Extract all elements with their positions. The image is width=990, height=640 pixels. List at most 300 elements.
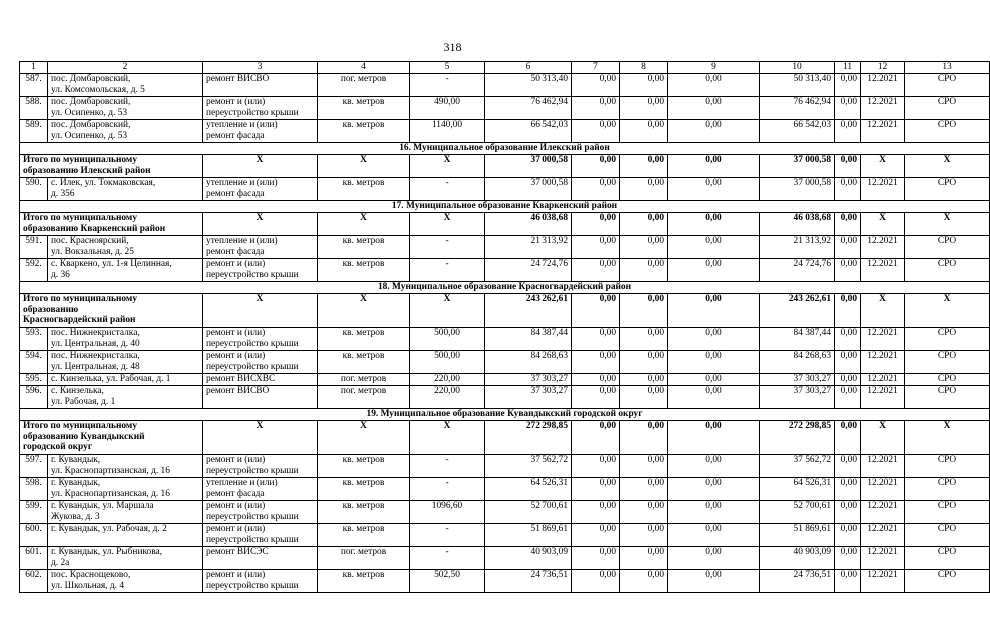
- cell-quantity: -: [410, 236, 485, 259]
- cell-total-cost: 52 700,61: [485, 501, 572, 524]
- column-number: 2: [48, 62, 203, 74]
- cell-work-type: [203, 74, 318, 97]
- cell-col-7: 0,00: [572, 570, 620, 593]
- cell-method: СРО: [905, 259, 990, 282]
- cell-total-cost: 50 313,40: [485, 74, 572, 97]
- cell-work-type-line: ремонт ВИСВО: [206, 386, 270, 396]
- cell-deadline: 12.2021: [861, 501, 905, 524]
- cell-work-type-line: ремонт и (или): [206, 328, 266, 338]
- cell-col-11: 0,00: [835, 259, 861, 282]
- cell-work-type: [203, 328, 318, 351]
- cell-total-cost: 37 000,58: [485, 178, 572, 201]
- cell-col-9: 0,00: [668, 421, 760, 455]
- cell-col-10: 272 298,85: [760, 421, 835, 455]
- table-row: [20, 547, 990, 570]
- cell-unit: кв. метров: [318, 570, 410, 593]
- cell-row-number: 592.: [20, 259, 48, 282]
- cell-quantity: 490,00: [410, 97, 485, 120]
- cell-col-11: 0,00: [835, 328, 861, 351]
- cell-work-type-line: ремонт и (или): [206, 455, 266, 465]
- cell-col-8: 0,00: [620, 74, 668, 97]
- cell-unit: кв. метров: [318, 478, 410, 501]
- cell-work-type-line: ремонт фасада: [206, 246, 265, 257]
- cell-row-number: 600.: [20, 524, 48, 547]
- page-number: 318: [443, 40, 462, 54]
- subtotal-label-line: Итого по муниципальному: [23, 155, 138, 165]
- cell-col-11: 0,00: [835, 351, 861, 374]
- cell-work-type: [203, 97, 318, 120]
- cell-col-7: 0,00: [572, 155, 620, 178]
- table-row: [20, 386, 990, 409]
- subtotal-row: [20, 421, 990, 455]
- cell-quantity: -: [410, 524, 485, 547]
- cell-col-10: 24 736,51: [760, 570, 835, 593]
- cell-deadline: 12.2021: [861, 524, 905, 547]
- cell-quantity: -: [410, 478, 485, 501]
- section-title: 16. Муниципальное образование Илекский район: [20, 143, 990, 155]
- cell-work-type-line: ремонт и (или): [206, 570, 266, 580]
- cell-col-7: 0,00: [572, 97, 620, 120]
- cell-quantity: -: [410, 74, 485, 97]
- cell-row-number: 594.: [20, 351, 48, 374]
- table-row: [20, 455, 990, 478]
- column-number: 8: [620, 62, 668, 74]
- cell-col-9: 0,00: [668, 178, 760, 201]
- subtotal-label: [20, 294, 203, 328]
- table-row: [20, 236, 990, 259]
- cell-method: СРО: [905, 374, 990, 386]
- cell-address: [48, 259, 203, 282]
- cell-address-line: с. Кинзелька,: [51, 386, 104, 396]
- cell-work-type-line: утепление и (или): [206, 478, 278, 488]
- cell-total-cost: 272 298,85: [485, 421, 572, 455]
- cell-work-type-line: переустройство крыши: [206, 465, 299, 476]
- cell-unit: кв. метров: [318, 455, 410, 478]
- cell-work-type-line: ремонт и (или): [206, 524, 266, 534]
- cell-work-type: [203, 455, 318, 478]
- cell-col-9: 0,00: [668, 294, 760, 328]
- cell-work-type-line: переустройство крыши: [206, 511, 299, 522]
- cell-address-line: с. Илек, ул. Токмаковская,: [51, 178, 156, 188]
- cell-col-7: 0,00: [572, 328, 620, 351]
- cell-method: СРО: [905, 547, 990, 570]
- cell-method: СРО: [905, 74, 990, 97]
- cell-address-line: ул. Краснопартизанская, д. 16: [51, 488, 170, 499]
- cell-address-line: г. Кувандык, ул. Маршала: [51, 501, 154, 511]
- cell-row-number: 589.: [20, 120, 48, 143]
- cell-col-10: 76 462,94: [760, 97, 835, 120]
- cell-work-type: X: [203, 294, 318, 328]
- table-row: [20, 74, 990, 97]
- cell-col-11: 0,00: [835, 455, 861, 478]
- cell-unit: X: [318, 294, 410, 328]
- cell-unit: кв. метров: [318, 259, 410, 282]
- cell-method: СРО: [905, 236, 990, 259]
- cell-address-line: пос. Нижнекристалка,: [51, 351, 140, 361]
- cell-address-line: д. 36: [51, 269, 70, 280]
- cell-col-7: 0,00: [572, 501, 620, 524]
- cell-unit: пог. метров: [318, 374, 410, 386]
- cell-address: [48, 386, 203, 409]
- cell-total-cost: 51 869,61: [485, 524, 572, 547]
- cell-unit: пог. метров: [318, 547, 410, 570]
- section-header-row: [20, 282, 990, 294]
- cell-col-9: 0,00: [668, 374, 760, 386]
- cell-quantity: 1140,00: [410, 120, 485, 143]
- table-row: [20, 478, 990, 501]
- cell-col-8: 0,00: [620, 259, 668, 282]
- cell-quantity: 220,00: [410, 374, 485, 386]
- cell-work-type-line: ремонт и (или): [206, 259, 266, 269]
- cell-address-line: Жукова, д. 3: [51, 511, 100, 522]
- cell-work-type-line: переустройство крыши: [206, 269, 299, 280]
- cell-col-10: 243 262,61: [760, 294, 835, 328]
- cell-row-number: 599.: [20, 501, 48, 524]
- cell-unit: кв. метров: [318, 501, 410, 524]
- cell-col-7: 0,00: [572, 524, 620, 547]
- cell-unit: кв. метров: [318, 351, 410, 374]
- cell-col-8: 0,00: [620, 386, 668, 409]
- cell-col-9: 0,00: [668, 570, 760, 593]
- cell-row-number: 598.: [20, 478, 48, 501]
- cell-work-type: [203, 478, 318, 501]
- subtotal-label-line: Итого по муниципальному: [23, 294, 138, 304]
- column-number: 6: [485, 62, 572, 74]
- cell-deadline: 12.2021: [861, 570, 905, 593]
- table-body: [20, 62, 990, 593]
- cell-quantity: X: [410, 155, 485, 178]
- cell-address-line: д. 356: [51, 188, 75, 199]
- cell-unit: кв. метров: [318, 328, 410, 351]
- cell-col-8: 0,00: [620, 328, 668, 351]
- cell-quantity: 502,50: [410, 570, 485, 593]
- cell-address-line: ул. Краснопартизанская, д. 16: [51, 465, 170, 476]
- cell-work-type-line: ремонт фасада: [206, 130, 265, 141]
- cell-work-type-line: утепление и (или): [206, 178, 278, 188]
- section-header-row: [20, 143, 990, 155]
- table-row: [20, 259, 990, 282]
- table-row: [20, 570, 990, 593]
- cell-col-9: 0,00: [668, 501, 760, 524]
- cell-deadline: 12.2021: [861, 97, 905, 120]
- cell-address-line: пос. Домбаровский,: [51, 120, 131, 130]
- cell-total-cost: 46 038,68: [485, 213, 572, 236]
- cell-col-9: 0,00: [668, 524, 760, 547]
- cell-row-number: 587.: [20, 74, 48, 97]
- table-row: [20, 97, 990, 120]
- cell-quantity: 500,00: [410, 351, 485, 374]
- cell-col-10: 40 903,09: [760, 547, 835, 570]
- cell-address: [48, 74, 203, 97]
- cell-work-type: X: [203, 213, 318, 236]
- cell-col-10: 46 038,68: [760, 213, 835, 236]
- cell-address: [48, 455, 203, 478]
- cell-col-9: 0,00: [668, 74, 760, 97]
- cell-col-10: 37 000,58: [760, 178, 835, 201]
- cell-method: СРО: [905, 328, 990, 351]
- cell-work-type: [203, 259, 318, 282]
- cell-col-10: 84 268,63: [760, 351, 835, 374]
- column-number: 1: [20, 62, 48, 74]
- cell-deadline: X: [861, 213, 905, 236]
- cell-quantity: 500,00: [410, 328, 485, 351]
- cell-col-7: 0,00: [572, 455, 620, 478]
- cell-quantity: X: [410, 421, 485, 455]
- subtotal-label-line: образованию Кваркенский район: [23, 223, 166, 234]
- cell-address-line: пос. Краснощеково,: [51, 570, 131, 580]
- cell-col-10: 24 724,76: [760, 259, 835, 282]
- cell-work-type: [203, 524, 318, 547]
- cell-address-line: с. Кваркено, ул. 1-я Целинная,: [51, 259, 172, 269]
- cell-address-line: ул. Рабочая, д. 1: [51, 396, 116, 407]
- cell-address-line: с. Кинзелька, ул. Рабочая, д. 1: [51, 374, 171, 384]
- cell-total-cost: 37 303,27: [485, 386, 572, 409]
- cell-col-11: 0,00: [835, 478, 861, 501]
- cell-work-type-line: утепление и (или): [206, 120, 278, 130]
- cell-deadline: 12.2021: [861, 120, 905, 143]
- cell-col-7: 0,00: [572, 236, 620, 259]
- cell-deadline: 12.2021: [861, 236, 905, 259]
- cell-unit: кв. метров: [318, 524, 410, 547]
- cell-address: [48, 570, 203, 593]
- column-number: 11: [835, 62, 861, 74]
- cell-total-cost: 76 462,94: [485, 97, 572, 120]
- cell-address: [48, 97, 203, 120]
- cell-unit: X: [318, 213, 410, 236]
- cell-col-8: 0,00: [620, 120, 668, 143]
- cell-method: СРО: [905, 570, 990, 593]
- cell-col-7: 0,00: [572, 351, 620, 374]
- cell-address-line: пос. Домбаровский,: [51, 97, 131, 107]
- column-number: 10: [760, 62, 835, 74]
- cell-address-line: пос. Домбаровский,: [51, 74, 131, 84]
- cell-quantity: -: [410, 178, 485, 201]
- cell-col-7: 0,00: [572, 294, 620, 328]
- cell-col-9: 0,00: [668, 259, 760, 282]
- cell-quantity: -: [410, 547, 485, 570]
- cell-address-line: пос. Красноярский,: [51, 236, 129, 246]
- cell-row-number: 595.: [20, 374, 48, 386]
- cell-method: X: [905, 155, 990, 178]
- cell-col-8: 0,00: [620, 97, 668, 120]
- cell-quantity: 1096,60: [410, 501, 485, 524]
- cell-method: СРО: [905, 455, 990, 478]
- cell-work-type: X: [203, 421, 318, 455]
- column-number: 9: [668, 62, 760, 74]
- cell-address: [48, 120, 203, 143]
- subtotal-row: [20, 155, 990, 178]
- cell-address-line: ул. Школьная, д. 4: [51, 580, 125, 591]
- cell-address: [48, 547, 203, 570]
- cell-deadline: X: [861, 421, 905, 455]
- cell-col-9: 0,00: [668, 155, 760, 178]
- cell-work-type-line: утепление и (или): [206, 236, 278, 246]
- cell-col-10: 66 542,03: [760, 120, 835, 143]
- cell-col-9: 0,00: [668, 351, 760, 374]
- cell-address-line: ул. Комсомольская, д. 5: [51, 84, 145, 95]
- cell-col-8: 0,00: [620, 178, 668, 201]
- subtotal-label-line: образованию Илекский район: [23, 165, 151, 176]
- cell-col-8: 0,00: [620, 155, 668, 178]
- cell-total-cost: 66 542,03: [485, 120, 572, 143]
- cell-address-line: д. 2а: [51, 557, 70, 568]
- cell-col-11: 0,00: [835, 374, 861, 386]
- cell-address: [48, 351, 203, 374]
- cell-col-7: 0,00: [572, 547, 620, 570]
- cell-col-7: 0,00: [572, 386, 620, 409]
- section-header-row: [20, 409, 990, 421]
- cell-method: X: [905, 294, 990, 328]
- cell-col-10: 64 526,31: [760, 478, 835, 501]
- cell-deadline: 12.2021: [861, 455, 905, 478]
- table-row: [20, 374, 990, 386]
- cell-total-cost: 84 268,63: [485, 351, 572, 374]
- cell-unit: X: [318, 155, 410, 178]
- section-title: 17. Муниципальное образование Кваркенский район: [20, 201, 990, 213]
- cell-col-10: 37 000,58: [760, 155, 835, 178]
- cell-col-9: 0,00: [668, 386, 760, 409]
- cell-col-7: 0,00: [572, 120, 620, 143]
- cell-work-type-line: ремонт ВИСХВС: [206, 374, 276, 384]
- cell-col-8: 0,00: [620, 455, 668, 478]
- cell-address-line: ул. Вокзальная, д. 25: [51, 246, 134, 257]
- cell-work-type-line: переустройство крыши: [206, 534, 299, 545]
- cell-row-number: 588.: [20, 97, 48, 120]
- cell-col-11: 0,00: [835, 421, 861, 455]
- cell-deadline: X: [861, 155, 905, 178]
- cell-col-8: 0,00: [620, 294, 668, 328]
- cell-quantity: X: [410, 294, 485, 328]
- subtotal-label: [20, 421, 203, 455]
- column-number: 7: [572, 62, 620, 74]
- cell-total-cost: 84 387,44: [485, 328, 572, 351]
- cell-address-line: пос. Нижнекристалка,: [51, 328, 140, 338]
- cell-row-number: 601.: [20, 547, 48, 570]
- cell-work-type-line: ремонт и (или): [206, 351, 266, 361]
- cell-method: СРО: [905, 97, 990, 120]
- cell-col-8: 0,00: [620, 501, 668, 524]
- column-number: 12: [861, 62, 905, 74]
- cell-col-11: 0,00: [835, 155, 861, 178]
- cell-col-10: 37 562,72: [760, 455, 835, 478]
- cell-address-line: ул. Осипенко, д. 53: [51, 107, 128, 118]
- cell-row-number: 593.: [20, 328, 48, 351]
- cell-total-cost: 24 736,51: [485, 570, 572, 593]
- cell-quantity: -: [410, 259, 485, 282]
- cell-work-type-line: ремонт ВИСВО: [206, 74, 270, 84]
- cell-col-7: 0,00: [572, 374, 620, 386]
- cell-col-8: 0,00: [620, 421, 668, 455]
- cell-deadline: 12.2021: [861, 547, 905, 570]
- cell-col-7: 0,00: [572, 178, 620, 201]
- table-row: [20, 178, 990, 201]
- cell-deadline: 12.2021: [861, 386, 905, 409]
- cell-method: X: [905, 213, 990, 236]
- cell-work-type-line: ремонт и (или): [206, 97, 266, 107]
- cell-work-type: [203, 178, 318, 201]
- cell-unit: кв. метров: [318, 178, 410, 201]
- cell-row-number: 596.: [20, 386, 48, 409]
- cell-col-8: 0,00: [620, 374, 668, 386]
- cell-unit: пог. метров: [318, 386, 410, 409]
- cell-unit: пог. метров: [318, 74, 410, 97]
- cell-col-10: 37 303,27: [760, 374, 835, 386]
- cell-total-cost: 21 313,92: [485, 236, 572, 259]
- cell-address-line: г. Кувандык, ул. Рабочая, д. 2: [51, 524, 167, 534]
- column-number-row: [20, 62, 990, 74]
- cell-col-11: 0,00: [835, 294, 861, 328]
- cell-method: СРО: [905, 178, 990, 201]
- cell-total-cost: 24 724,76: [485, 259, 572, 282]
- cell-deadline: 12.2021: [861, 74, 905, 97]
- cell-col-10: 21 313,92: [760, 236, 835, 259]
- section-header-row: [20, 201, 990, 213]
- cell-total-cost: 37 303,27: [485, 374, 572, 386]
- subtotal-label-line: образованию: [23, 304, 79, 315]
- cell-work-type: [203, 374, 318, 386]
- subtotal-label: [20, 155, 203, 178]
- cell-method: СРО: [905, 524, 990, 547]
- subtotal-label: [20, 213, 203, 236]
- cell-col-9: 0,00: [668, 328, 760, 351]
- cell-col-11: 0,00: [835, 178, 861, 201]
- cell-address: [48, 478, 203, 501]
- cell-deadline: 12.2021: [861, 328, 905, 351]
- cell-col-7: 0,00: [572, 213, 620, 236]
- subtotal-row: [20, 213, 990, 236]
- cell-col-11: 0,00: [835, 97, 861, 120]
- cell-col-7: 0,00: [572, 478, 620, 501]
- cell-work-type-line: переустройство крыши: [206, 107, 299, 118]
- cell-col-8: 0,00: [620, 478, 668, 501]
- cell-col-11: 0,00: [835, 386, 861, 409]
- cell-col-11: 0,00: [835, 120, 861, 143]
- cell-work-type: [203, 547, 318, 570]
- cell-col-9: 0,00: [668, 97, 760, 120]
- cell-work-type-line: ремонт фасада: [206, 488, 265, 499]
- cell-method: СРО: [905, 120, 990, 143]
- cell-deadline: X: [861, 294, 905, 328]
- cell-col-10: 50 313,40: [760, 74, 835, 97]
- cell-address-line: г. Кувандык, ул. Рыбникова,: [51, 547, 163, 557]
- cell-col-10: 51 869,61: [760, 524, 835, 547]
- cell-work-type: [203, 570, 318, 593]
- cell-col-9: 0,00: [668, 236, 760, 259]
- cell-unit: кв. метров: [318, 236, 410, 259]
- cell-col-8: 0,00: [620, 236, 668, 259]
- cell-work-type-line: ремонт фасада: [206, 188, 265, 199]
- cell-address: [48, 524, 203, 547]
- column-number: 5: [410, 62, 485, 74]
- cell-row-number: 590.: [20, 178, 48, 201]
- subtotal-row: [20, 294, 990, 328]
- cell-col-11: 0,00: [835, 213, 861, 236]
- capital-repair-table: [19, 61, 990, 593]
- section-title: 18. Муниципальное образование Красногвардейский район: [20, 282, 990, 294]
- subtotal-label-line: Красногвардейский район: [23, 315, 136, 326]
- subtotal-label-line: Итого по муниципальному: [23, 213, 138, 223]
- cell-col-8: 0,00: [620, 524, 668, 547]
- column-number: 13: [905, 62, 990, 74]
- cell-quantity: X: [410, 213, 485, 236]
- cell-address: [48, 374, 203, 386]
- cell-col-7: 0,00: [572, 421, 620, 455]
- cell-deadline: 12.2021: [861, 178, 905, 201]
- cell-deadline: 12.2021: [861, 478, 905, 501]
- cell-col-8: 0,00: [620, 570, 668, 593]
- subtotal-label-line: Итого по муниципальному: [23, 421, 138, 431]
- column-number: 4: [318, 62, 410, 74]
